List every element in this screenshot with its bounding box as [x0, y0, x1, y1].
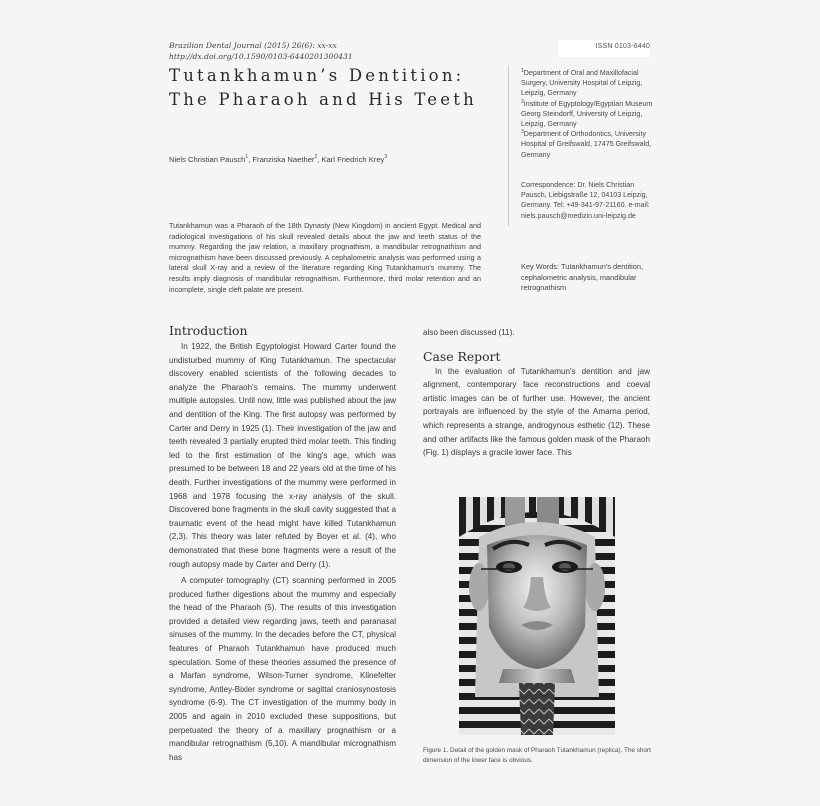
sidebar-divider: [508, 66, 509, 226]
affiliations: [521, 68, 661, 160]
column-left: [169, 323, 396, 764]
issn: ISSN 0103-6440: [595, 41, 650, 50]
affiliation-text: Institute of Egyptology/Egyptian Museum Georg Steindorff, University of Leipzig, Leipzig, Germany: [521, 99, 653, 129]
section-heading-case-report: Case Report: [423, 348, 501, 364]
correspondence: Correspondence: Dr. Niels Christian Pausch, Liebigstraße 12, 04103 Leipzig, Germany. Tel: +49-341-97-21160. e-mail: niels.pausch@medizin.uni-leipzig.de: [521, 181, 650, 220]
author-name: Karl Friedrich Krey: [321, 155, 385, 164]
journal-header: [169, 40, 353, 62]
abstract: Tutankhamun was a Pharaoh of the 18th Dynasty (New Kingdom) in ancient Egypt. Medical and radiological investigations of his skull revealed details about the jaw and teeth status of the mummy. Regarding the jaw relation, a maxillary prognathism, a mandibular retrognathism and micrognathism have been discussed previously. A cephalometric analysis was performed using a lateral skull X-ray and a review of the literature regarding King Tutankhamun's mummy. The results imply diagnosis of mandibular retrognathism. Furthermore, third molar retention and an incomplete, single cleft palate are present.: [169, 221, 481, 294]
affiliation-1: [521, 68, 661, 99]
author-sup: 2: [314, 154, 318, 160]
affiliation-sup: 3: [521, 129, 524, 136]
intro-paragraph-1: In 1922, the British Egyptologist Howard Carter found the undisturbed mummy of King Tutankhamun. The spectacular discovery enabled scientists of the following decades to analyze the Pharaoh's remains. The mummy underwent multiple autopsies. Until now, little was published about the jaw and dentition of the King. The first autopsy was performed by Carter and Derry in 1925 (1). Their investigation of the jaw and teeth revealed 3 partially erupted third molar teeth. This finding led to the first estimation of the king's age, which was presumed to be between 18 and 22 years old at the time of his death. Further investigations of the mummy were performed in 1968 and 1978 focusing the x-ray analysis of the skull. Discovered bone fragments in the skull cavity suggested that a traumatic event of the head might have killed Tutankhamun (2,3). This theory was later refuted by Boyer et al. (4), who demonstrated that these bone fragments were a result of the rough autopsy made by Carter and Derry (1).: [169, 342, 396, 569]
figure-golden-mask: [459, 497, 615, 735]
journal-citation: Brazilian Dental Journal (2015) 26(6): xx-xx: [169, 41, 337, 50]
author-sup: 1: [245, 154, 249, 160]
author-name: Franziska Naether: [252, 155, 315, 164]
paper-title: [169, 64, 477, 112]
intro-continuation: also been discussed (11).: [423, 328, 515, 337]
affiliation-2: [521, 99, 661, 130]
author-name: Niels Christian Pausch: [169, 155, 246, 164]
intro-paragraph-2: A computer tomography (CT) scanning performed in 2005 produced further digestions about the mummy and especially the head of the Pharaoh (5). The results of this investigation provided a detailed view regarding jaws, teeth and paranasal sinuses of the mummy. In the decades before the CT, physical features of Pharaoh Tutankhamun have produced much speculation. Some of these theories assumed the presence of a Marfan syndrome, Wilson-Turner syndrome, Klinefelter syndrome, Antley-Bixler syndrome or sagittal craniosynostosis syndrome (6-9). The CT investigation of the mummy body in 2005 and again in 2010 excluded these suppositions, but perpetuated the theory of a maxillary prognathism or a mandibular retrognathism (5,10). A mandibular micrognathism has: [169, 576, 396, 762]
section-heading-introduction: Introduction: [169, 323, 248, 338]
affiliation-text: Department of Orthodontics, University Hospital of Greifswald, 17475 Greifswald, Germany: [521, 130, 652, 159]
figure-caption: Figure 1. Detail of the golden mask of Pharaoh Tutankhamun (replica). The short dimension of the lower face is obvious.: [423, 747, 651, 765]
golden-mask-image: [459, 497, 615, 735]
title-line-1: Tutankhamun’s Dentition:: [169, 66, 465, 85]
column-right: [423, 326, 650, 460]
affiliation-sup: 2: [521, 98, 524, 105]
affiliation-3: [521, 129, 661, 160]
affiliation-text: Department of Oral and Maxillofacial Surgery, University Hospital of Leipzig, Leipzig, Germany: [521, 69, 643, 98]
case-report-paragraph: In the evaluation of Tutankhamun's dentition and jaw alignment, contemporary face reconstructions and coeval artistic images can be of further use. However, the ancient portrayals are influenced by the style of the Amarna period, which represents a strange, androgynous esthetic (12). These and other artifacts like the famous golden mask of the Pharaoh (Fig. 1) displays a gracile lower face. This: [423, 366, 650, 458]
keywords: Key Words: Tutankhamun's dentition, cephalometric analysis, mandibular retrognathism: [521, 262, 644, 293]
author-sup: 3: [384, 154, 388, 160]
author-list: Niels Christian Pausch$^1$, Franziska Naether$^2$, Karl Friedrich Krey$^3$: [169, 154, 388, 164]
doi-link[interactable]: http://dx.doi.org/10.1590/0103-6440201300431: [169, 52, 353, 61]
affiliation-sup: 1: [521, 68, 524, 74]
title-line-2: The Pharaoh and His Teeth: [169, 90, 477, 109]
